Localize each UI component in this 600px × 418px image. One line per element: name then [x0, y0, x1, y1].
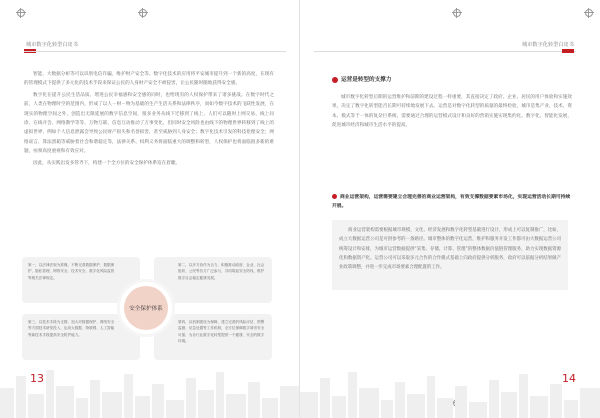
paragraph: 因此，从实践出发多管齐下，构建一个全方位的安全保护体系迫在眉睫。 — [33, 160, 181, 166]
registration-mark-icon — [16, 8, 26, 18]
paragraph: 城市数字化转型后期的运营维护和前期的建设过程一样重要，其直接决定了政府、企业、居民的用户体验和实施效果，决定了数字化转型能否长期可持续地发展下去。运营是对数字化转型的质量的最终检验，城市是集产业、技术、资本、模式等于一体的复杂巨系统，需要通过合理的运营模式设计和良好的营销实施实现集约化、数字化、智能化发展，促进城市经济和城市生活水平的提高。 — [332, 95, 572, 129]
running-header: 城市数字化转型白皮书 — [522, 42, 574, 48]
bullet-icon — [332, 194, 337, 199]
paragraph: 智能、大数据分析等可以识别电信诈骗，维护财产安全等。数字化技术的应用将平安城市提升到一个新的高度，在现有的管理模式下提供了多元化的技术手段来保证公民的人身财产安全不被侵害，让公民随时随地获得安全感。 — [24, 72, 274, 87]
highlight-text: 商业运营架构，运营需要建立合理完善的商业运营架构，有效支撑数据要素市场化，实现运营活动长期可持续开展。 — [332, 195, 571, 210]
right-page — [300, 0, 600, 418]
body-text — [24, 70, 274, 170]
diagram-quadrant: 第一，以法律法规为准绳，不断完善数据保护、数据保护、隐私管理、网络安全、技术安全、数字化风险监管等相关法律规定。 — [22, 257, 140, 303]
page-number: 13 — [30, 372, 44, 385]
diagram-quadrant: 第二，以多方协作为合力，积极推动政府、企业、社会组织、公民等各方广泛参与，共同筑起安全防线，维护数字社会稳定健康发展。 — [154, 257, 272, 303]
diagram-quadrant: 第三，以技术手段为支撑，加大对数据保护、网络安全等方面技术研发投入，运用大数据、物联网、人工智能等新技术手段提高安全防护能力。 — [22, 314, 140, 360]
bullet-icon — [332, 77, 338, 83]
section-title — [332, 75, 391, 83]
header-accent-bar — [562, 49, 574, 53]
page-number: 14 — [562, 372, 576, 385]
registration-mark-icon — [138, 8, 148, 18]
city-skyline-icon — [300, 358, 600, 418]
body-text — [332, 93, 572, 133]
security-system-diagram — [22, 257, 272, 360]
callout-box: 商业运营架构需要根据城市规模、文化、经济发展和数字化转型基础进行设计，形成上可以复制推广，比如，成立大数据运营公司是可供参考的一条路径。城市整体的数字化运营，维护和服务开发工作都可由大数据运营公司统筹设计和安排，为城市运营数据提供“采集、存储、计算、管理”的整体数据价值链管理服务，助力实现数据资源化和数据资产化。运营公司可以采取多元合作的合作模式基础上向政府提供分析服务，政府可以依据分析结果做产业政策调整，并进一步完成市场要素合理配置的工作。 — [332, 220, 568, 290]
registration-mark-icon — [452, 8, 462, 18]
registration-mark-icon — [584, 8, 594, 18]
diagram-center-circle — [117, 279, 175, 337]
city-skyline-icon — [0, 358, 300, 418]
paragraph: 数字化在提升公民生活品质、增进公民幸福感和安全感的同时，也给现有的人权保护带来了诸多挑战。在数字时代之前，人类在物理时空的范围内，形成了以人－财－物为基础的生产生活关系和法律秩序，而如今数字技术的飞跃性发展，在现实的物理空间之外，创造出无限延展的数字信息空间，很多业务从线下迁移到了线上，人们可以随时上网交易、线上问诊、在线开会、网络教学等等，万物互联，信息互动推动了万事变化，但同时安全风险也由线下的物理世界转移到了线上的虚拟世界，例如个人信息泄露会导致公民财产损失和名誉损害，甚至威胁到人身安全；数字化技术引发的科技伦理安全；网络谣言、算法黑箱等威胁着社会和谐稳定等，法律关系、权利义务将面临重大的调整和转型，人权保护也将面临很多新的难题，亟须高度重视和有效应对。 — [24, 92, 274, 155]
diagram-center-label: 安全保护体系 — [124, 286, 168, 330]
diagram-quadrant: 第四，以机制建设为保障，建立完善的风险评估、预警监测、应急处置等工作机制，全方位保障数字城市安全可靠，为各行业数字化转型提供一个健康、安全的数字环境。 — [154, 314, 272, 360]
header-rule — [24, 51, 286, 52]
running-header: 城市数字化转型白皮书 — [26, 42, 78, 48]
highlight-statement — [332, 193, 572, 212]
header-rule — [314, 51, 576, 52]
section-title-text: 运营是转型的支撑力 — [341, 77, 392, 83]
